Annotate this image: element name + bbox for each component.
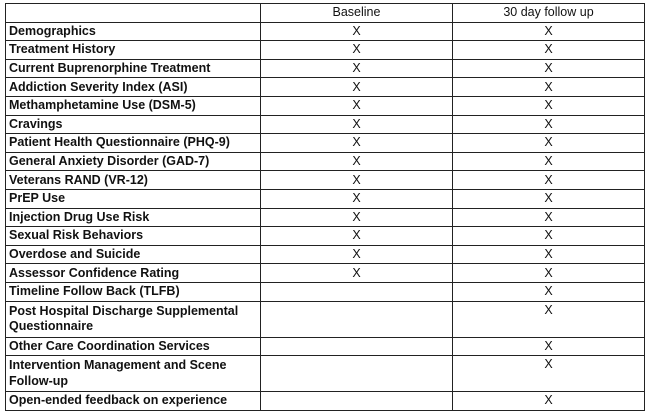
header-baseline: Baseline [261, 4, 453, 23]
row-label: Addiction Severity Index (ASI) [6, 78, 261, 97]
header-row [6, 4, 645, 23]
row-label: Methamphetamine Use (DSM-5) [6, 96, 261, 115]
row-label: Post Hospital Discharge Supplemental Questionnaire [6, 301, 261, 337]
baseline-mark: X [261, 41, 453, 60]
table-row [6, 78, 645, 97]
table-row [6, 41, 645, 60]
followup-mark: X [453, 208, 645, 227]
followup-mark: X [453, 96, 645, 115]
table-row [6, 189, 645, 208]
baseline-mark [261, 301, 453, 337]
table-row [6, 134, 645, 153]
row-label: Sexual Risk Behaviors [6, 227, 261, 246]
row-label: Timeline Follow Back (TLFB) [6, 282, 261, 301]
followup-mark: X [453, 245, 645, 264]
table-row [6, 171, 645, 190]
table-row [6, 337, 645, 356]
row-label: Other Care Coordination Services [6, 337, 261, 356]
followup-mark: X [453, 115, 645, 134]
row-label: Demographics [6, 22, 261, 41]
row-label: Overdose and Suicide [6, 245, 261, 264]
table-row [6, 96, 645, 115]
baseline-mark [261, 282, 453, 301]
followup-mark: X [453, 59, 645, 78]
baseline-mark [261, 356, 453, 392]
followup-mark: X [453, 152, 645, 171]
baseline-mark: X [261, 245, 453, 264]
followup-mark: X [453, 337, 645, 356]
baseline-mark: X [261, 208, 453, 227]
followup-mark: X [453, 301, 645, 337]
followup-mark: X [453, 264, 645, 283]
row-label: Treatment History [6, 41, 261, 60]
row-label: Assessor Confidence Rating [6, 264, 261, 283]
baseline-mark [261, 392, 453, 411]
row-label: Open-ended feedback on experience [6, 392, 261, 411]
row-label: Veterans RAND (VR-12) [6, 171, 261, 190]
followup-mark: X [453, 189, 645, 208]
table-row [6, 245, 645, 264]
baseline-mark: X [261, 96, 453, 115]
table-row [6, 356, 645, 392]
table-row [6, 282, 645, 301]
table-row [6, 115, 645, 134]
row-label: Current Buprenorphine Treatment [6, 59, 261, 78]
followup-mark: X [453, 392, 645, 411]
baseline-mark: X [261, 134, 453, 153]
followup-mark: X [453, 134, 645, 153]
baseline-mark: X [261, 264, 453, 283]
table-row [6, 301, 645, 337]
table-row [6, 392, 645, 411]
baseline-mark: X [261, 227, 453, 246]
row-label: General Anxiety Disorder (GAD-7) [6, 152, 261, 171]
baseline-mark: X [261, 115, 453, 134]
baseline-mark: X [261, 152, 453, 171]
table-row [6, 59, 645, 78]
followup-mark: X [453, 22, 645, 41]
table-row [6, 264, 645, 283]
followup-mark: X [453, 282, 645, 301]
table-row [6, 22, 645, 41]
baseline-mark: X [261, 78, 453, 97]
row-label: Intervention Management and Scene Follow-up [6, 356, 261, 392]
table-row [6, 152, 645, 171]
followup-mark: X [453, 227, 645, 246]
baseline-mark [261, 337, 453, 356]
followup-mark: X [453, 41, 645, 60]
baseline-mark: X [261, 22, 453, 41]
baseline-mark: X [261, 189, 453, 208]
followup-mark: X [453, 356, 645, 392]
row-label: Injection Drug Use Risk [6, 208, 261, 227]
row-label: Cravings [6, 115, 261, 134]
row-label: PrEP Use [6, 189, 261, 208]
followup-mark: X [453, 78, 645, 97]
table-row [6, 227, 645, 246]
baseline-mark: X [261, 171, 453, 190]
header-30-day-follow-up: 30 day follow up [453, 4, 645, 23]
assessment-schedule-table [5, 3, 645, 411]
table-row [6, 208, 645, 227]
header-blank-cell [6, 4, 261, 23]
row-label: Patient Health Questionnaire (PHQ-9) [6, 134, 261, 153]
followup-mark: X [453, 171, 645, 190]
baseline-mark: X [261, 59, 453, 78]
